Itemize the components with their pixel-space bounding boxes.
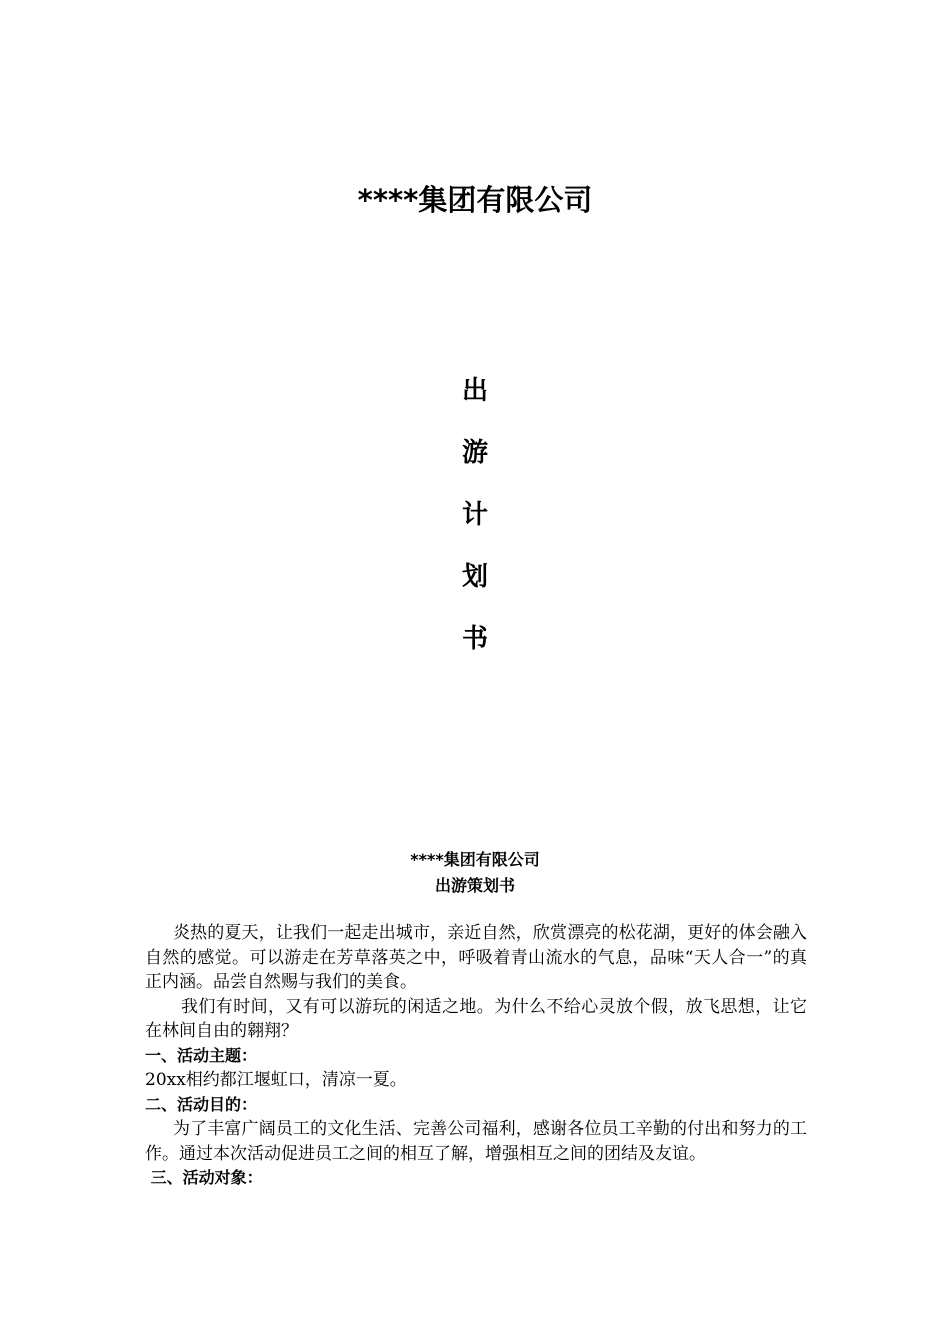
paragraph-intro: 炎热的夏天，让我们一起走出城市，亲近自然，欣赏漂亮的松花湖，更好的体会融入自然的感觉。可以游走在芳草落英之中，呼吸着青山流水的气息，品味“天人合一”的真正内涵。品尝自然赐与我们的美食。 xyxy=(145,923,807,992)
cover-company-title: ****集团有限公司 xyxy=(357,183,593,217)
doc-title-heading: 出游策划书 xyxy=(434,876,515,895)
body-text xyxy=(145,921,807,1191)
section-heading-purpose: 二、活动目的： xyxy=(145,1094,258,1114)
paragraph-invitation: 我们有时间，又有可以游玩的闲适之地。为什么不给心灵放个假，放飞思想，让它在林间自由的翱翔？ xyxy=(145,996,807,1041)
section-text-theme: 20xx相约都江堰虹口，清凉一夏。 xyxy=(145,1070,407,1090)
section-heading-theme: 一、活动主题： xyxy=(145,1045,258,1065)
section-text-purpose: 为了丰富广阔员工的文化生活、完善公司福利，感谢各位员工辛勤的付出和努力的工作。通过本次活动促进员工之间的相互了解，增强相互之间的团结及友谊。 xyxy=(145,1119,807,1164)
vertical-title-char: 划 xyxy=(461,562,488,592)
vertical-title-char: 计 xyxy=(461,500,488,530)
vertical-title-char: 游 xyxy=(461,438,488,468)
vertical-title-char: 书 xyxy=(461,624,488,654)
section-heading-audience: 三、活动对象： xyxy=(145,1168,263,1187)
vertical-title-char: 出 xyxy=(461,376,488,406)
doc-company-heading: ****集团有限公司 xyxy=(410,850,540,869)
